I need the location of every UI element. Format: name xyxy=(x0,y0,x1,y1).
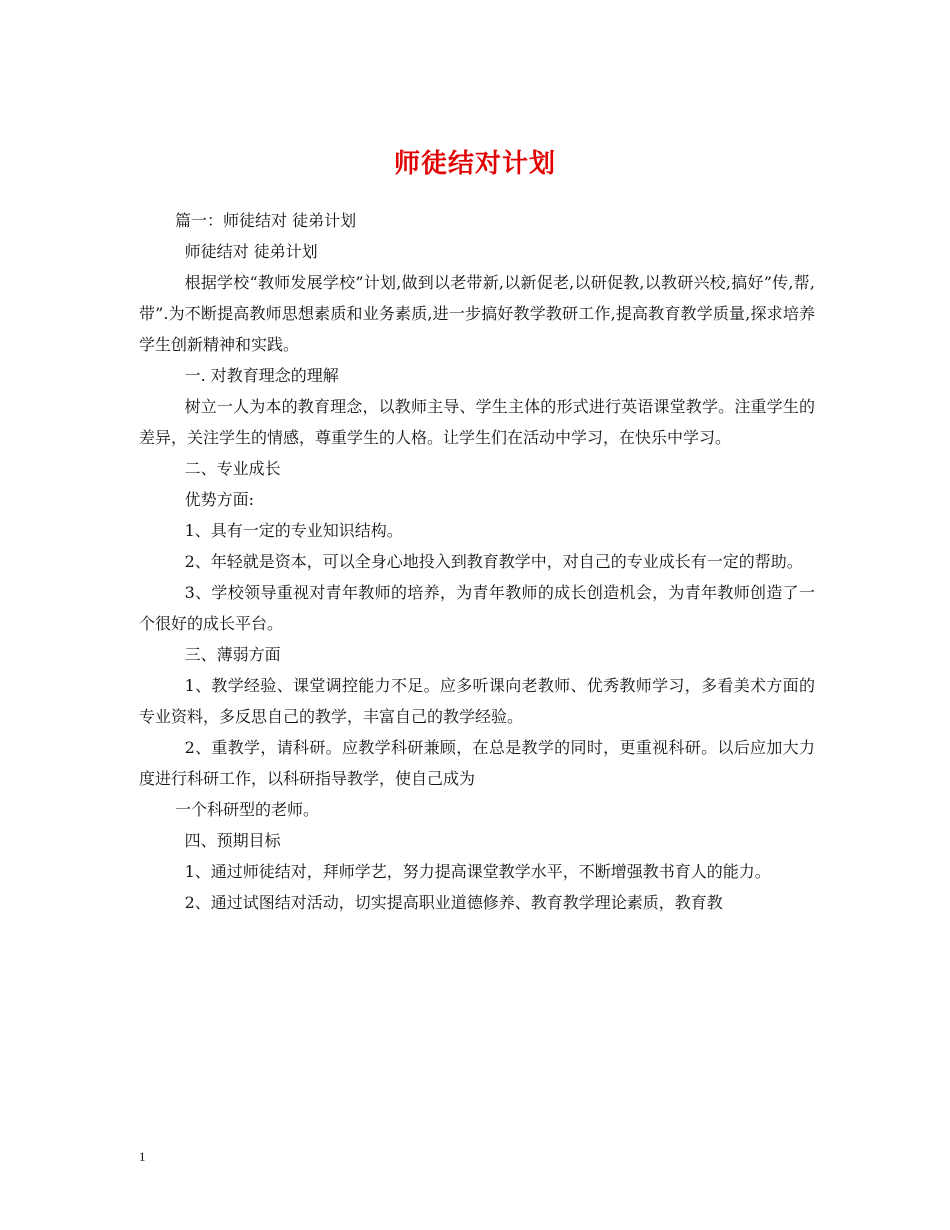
subheading: 师徒结对 徒弟计划 xyxy=(184,242,318,261)
list-item: 1、具有一定的专业知识结构。 xyxy=(184,521,403,540)
continuation-line: 一个科研型的老师。 xyxy=(175,800,320,819)
section-heading: 一. 对教育理念的理解 xyxy=(184,366,339,385)
section-heading: 二、专业成长 xyxy=(184,459,281,478)
subheading: 优势方面: xyxy=(184,490,254,509)
list-item: 2、通过试图结对活动，切实提高职业道德修养、教育教学理论素质，教育教 xyxy=(184,893,723,912)
list-item: 3、学校领导重视对青年教师的培养，为青年教师的成长创造机会，为青年教师创造了一个很好的成长平台。 xyxy=(139,583,815,633)
document-body xyxy=(139,205,815,918)
page-number: 1 xyxy=(139,1149,146,1164)
document-title: 师徒结对计划 xyxy=(393,149,556,180)
list-item: 2、年轻就是资本，可以全身心地投入到教育教学中，对自己的专业成长有一定的帮助。 xyxy=(184,552,803,571)
list-item: 1、教学经验、课堂调控能力不足。应多听课向老教师、优秀教师学习，多看美术方面的专业资料，多反思自己的教学，丰富自己的教学经验。 xyxy=(139,676,815,726)
section-heading: 三、薄弱方面 xyxy=(184,645,281,664)
list-item: 1、通过师徒结对，拜师学艺，努力提高课堂教学水平，不断增强教书育人的能力。 xyxy=(184,862,771,881)
section-heading: 四、预期目标 xyxy=(184,831,281,850)
section-heading: 篇一：师徒结对 徒弟计划 xyxy=(175,211,357,230)
list-item: 2、重教学，请科研。应教学科研兼顾，在总是教学的同时，更重视科研。以后应加大力度进行科研工作，以科研指导教学，使自己成为 xyxy=(139,738,815,788)
body-paragraph: 树立一人为本的教育理念，以教师主导、学生主体的形式进行英语课堂教学。注重学生的差异，关注学生的情感，尊重学生的人格。让学生们在活动中学习，在快乐中学习。 xyxy=(139,397,815,447)
body-paragraph: 根据学校“教师发展学校”计划,做到以老带新,以新促老,以研促教,以教研兴校,搞好”传,帮,带”.为不断提高教师思想素质和业务素质,进一步搞好教学教研工作,提高教育教学质量,探求培养学生创新精神和实践。 xyxy=(139,273,815,354)
